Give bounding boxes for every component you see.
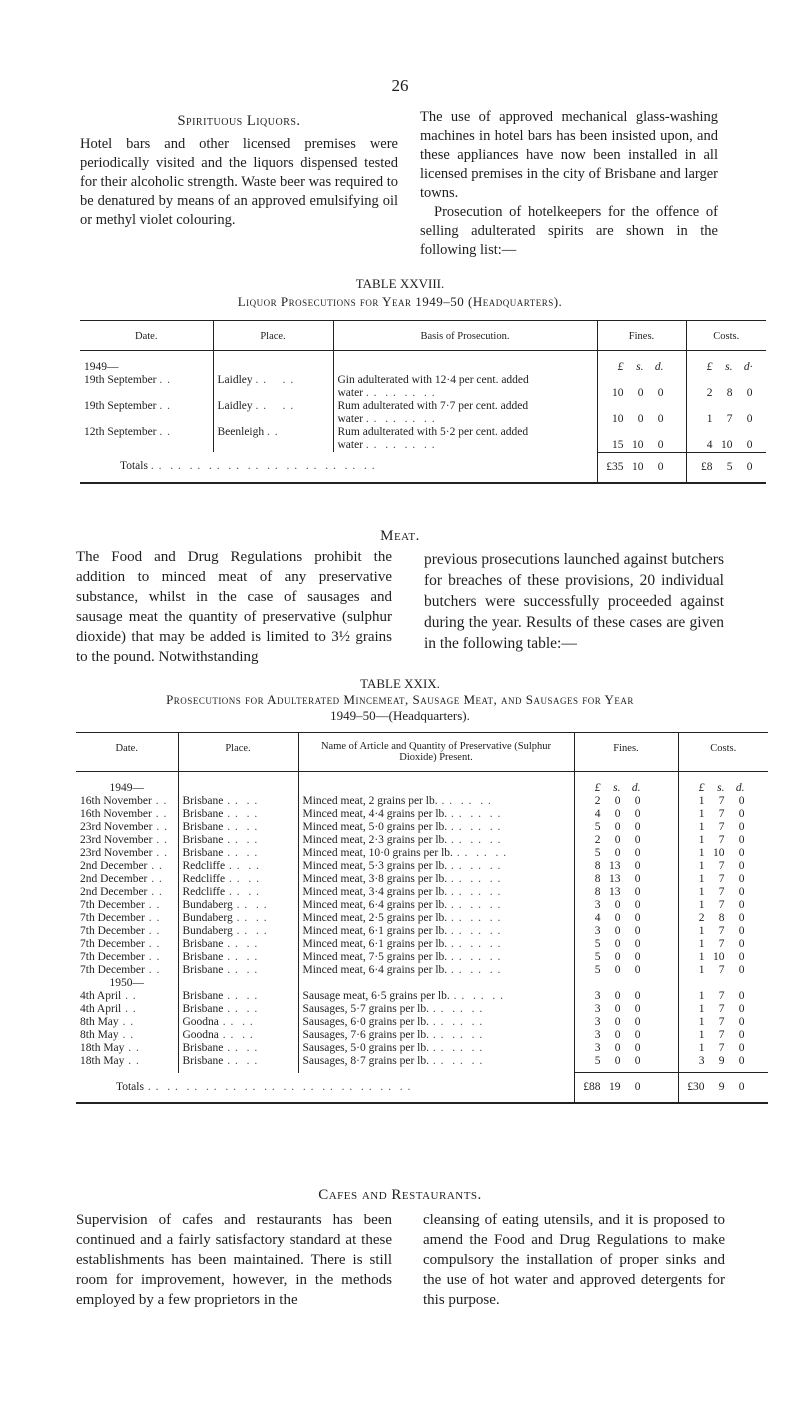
row-date: 23rd November xyxy=(80,847,153,859)
row-cost: 1 7 0 xyxy=(678,990,768,1003)
row-fine: 2 0 0 xyxy=(574,834,678,847)
table-row: 7th December . . Brisbane . . . . Minced meat, 6·1 grains per lb. . . . . . . 5 0 0 1 7 0 xyxy=(76,938,768,951)
row-article: Minced meat, 7·5 grains per lb. xyxy=(302,951,448,963)
row-fine: 5 0 0 xyxy=(574,951,678,964)
row-article: Minced meat, 6·1 grains per lb. xyxy=(302,938,448,950)
row-fine: 2 0 0 xyxy=(574,795,678,808)
cafes-left-column xyxy=(76,1210,392,1310)
row-fine: 3 0 0 xyxy=(574,899,678,912)
row-cost: 2 8 0 xyxy=(678,912,768,925)
row-cost: 1 7 0 xyxy=(678,873,768,886)
cafes-paragraph-left: Supervision of cafes and restaurants has been continued and a fairly satisfactory standard at these establishments has been maintained. There is still room for improvement, however, in the methods employed by a few proprietors in the xyxy=(76,1212,392,1308)
spirits-paragraph-1: Hotel bars and other licensed premises were periodically visited and the liquors dispensed tested for their alcoholic strength. Waste beer was required to be denatured by means of an approved emulsifying oil or methyl violet colouring. xyxy=(80,136,398,228)
table-row: 8th May . . Goodna . . . . Sausages, 7·6 grains per lb. . . . . . . 3 0 0 1 7 0 xyxy=(76,1029,768,1042)
row-fine: 5 0 0 xyxy=(574,1055,678,1073)
row-date: 19th September xyxy=(84,374,157,386)
totals-row: Totals . . . . . . . . . . . . . . . . . . . . . . . . . . . . £88 19 0 £30 9 0 xyxy=(76,1073,768,1104)
col-header-costs: Costs. xyxy=(678,733,768,772)
row-place: Beenleigh xyxy=(217,426,265,438)
table-row: 7th December . . Bundaberg . . . . Minced meat, 6·1 grains per lb. . . . . . . 3 0 0 1 7 0 xyxy=(76,925,768,938)
row-place: Brisbane xyxy=(182,795,224,807)
row-cost: 1 7 0 xyxy=(678,899,768,912)
row-article: Minced meat, 6·1 grains per lb. xyxy=(302,925,448,937)
table-row: 4th April . . Brisbane . . . . Sausage meat, 6·5 grains per lb. . . . . . . 3 0 0 1 7 0 xyxy=(76,990,768,1003)
table-29-title-line-1: Prosecutions for Adulterated Mincemeat, Sausage Meat, and Sausages for Year xyxy=(166,692,634,707)
row-cost: 1 7 0 xyxy=(678,886,768,899)
table-28-label: TABLE XXVIII. xyxy=(355,276,445,291)
table-row xyxy=(80,351,766,375)
row-article: Minced meat, 10·0 grains per lb. xyxy=(302,847,453,859)
row-date: 18th May xyxy=(80,1042,125,1054)
table-29-title-line-2: 1949–50—(Headquarters). xyxy=(330,708,470,723)
row-place: Brisbane xyxy=(182,834,224,846)
row-date: 2nd December xyxy=(80,873,148,885)
row-date: 7th December xyxy=(80,899,145,911)
row-article: Sausages, 7·6 grains per lb. xyxy=(302,1029,429,1041)
table-row: 16th November . . Brisbane . . . . Minced meat, 2 grains per lb. . . . . . . 2 0 0 1 7 0 xyxy=(76,795,768,808)
row-article: Minced meat, 4·4 grains per lb. xyxy=(302,808,448,820)
row-date: 4th April xyxy=(80,990,122,1002)
row-fine: 3 0 0 xyxy=(574,1003,678,1016)
row-article: Minced meat, 2·3 grains per lb. xyxy=(302,834,448,846)
row-fine: 4 0 0 xyxy=(574,808,678,821)
row-article: Minced meat, 5·0 grains per lb. xyxy=(302,821,448,833)
spirits-paragraph-3: Prosecution of hotelkeepers for the offence of selling adulterated spirits are shown in the following list:— xyxy=(420,204,718,258)
row-article: Sausages, 5·0 grains per lb. xyxy=(302,1042,429,1054)
table-row xyxy=(76,977,768,990)
row-cost: 1 7 0 xyxy=(678,860,768,873)
row-fine: 5 0 0 xyxy=(574,964,678,977)
table-row: 19th September . . Laidley . . . . Gin adulterated with 12·4 per cent. added water . . . . . . . . 10 0 0 2 8 0 xyxy=(80,374,766,400)
row-fine: 10 0 0 xyxy=(597,400,686,426)
row-cost: 1 7 0 xyxy=(678,808,768,821)
table-row: 2nd December . . Redcliffe . . . . Minced meat, 3·8 grains per lb. . . . . . . 8 13 0 1 7 0 xyxy=(76,873,768,886)
row-date: 8th May xyxy=(80,1029,119,1041)
cafes-heading: Cafes and Restaurants. xyxy=(318,1187,482,1203)
row-cost: 1 7 0 xyxy=(678,834,768,847)
table-header-row xyxy=(76,733,768,772)
row-fine: 15 10 0 xyxy=(597,426,686,452)
spirits-heading: Spirituous Liquors. xyxy=(177,113,301,129)
total-fines: £88 19 0 xyxy=(574,1073,678,1104)
meat-heading: Meat. xyxy=(380,528,420,544)
row-place: Brisbane xyxy=(182,990,224,1002)
row-article: Sausage meat, 6·5 grains per lb. xyxy=(302,990,450,1002)
row-cost: 3 9 0 xyxy=(678,1055,768,1073)
table-row: 7th December . . Bundaberg . . . . Minced meat, 2·5 grains per lb. . . . . . . 4 0 0 2 8 0 xyxy=(76,912,768,925)
table-row: 7th December . . Bundaberg . . . . Minced meat, 6·4 grains per lb. . . . . . . 3 0 0 1 7 0 xyxy=(76,899,768,912)
col-header-fines: Fines. xyxy=(597,321,686,351)
row-cost: 1 7 0 xyxy=(678,925,768,938)
table-row: 23rd November . . Brisbane . . . . Minced meat, 2·3 grains per lb. . . . . . . 2 0 0 1 7 0 xyxy=(76,834,768,847)
row-date: 8th May xyxy=(80,1016,119,1028)
row-cost: 1 7 0 xyxy=(678,1003,768,1016)
row-place: Brisbane xyxy=(182,847,224,859)
row-cost: 1 10 0 xyxy=(678,951,768,964)
page-number: 26 xyxy=(391,76,409,95)
row-fine: 5 0 0 xyxy=(574,821,678,834)
year-label: 1949— xyxy=(84,361,119,373)
row-article: Minced meat, 2 grains per lb. xyxy=(302,795,438,807)
row-cost: 1 7 0 xyxy=(678,821,768,834)
row-cost: 1 7 0 xyxy=(678,1042,768,1055)
row-date: 23rd November xyxy=(80,821,153,833)
row-date: 7th December xyxy=(80,912,145,924)
row-date: 16th November xyxy=(80,808,152,820)
row-cost: 1 10 0 xyxy=(678,847,768,860)
row-date: 19th September xyxy=(84,400,157,412)
row-place: Brisbane xyxy=(182,1055,224,1067)
row-fine: 5 0 0 xyxy=(574,938,678,951)
row-date: 7th December xyxy=(80,925,145,937)
meat-paragraph-left: The Food and Drug Regulations prohibit the addition to minced meat of any preservative substance, whilst in the case of sausages and sausage meat the quantity of preservative (sulphur dioxide) that may be added is limited to 3½ grains to the pound. Notwithstanding xyxy=(76,549,392,665)
row-place: Redcliffe xyxy=(182,860,226,872)
row-fine: 8 13 0 xyxy=(574,886,678,899)
row-fine: 3 0 0 xyxy=(574,1016,678,1029)
row-cost: 1 7 0 xyxy=(678,1016,768,1029)
row-basis: Rum adulterated with 5·2 per cent. added xyxy=(337,426,529,438)
meat-paragraph-right: previous prosecutions launched against butchers for breaches of these provisions, 20 individual butchers were successfully proceeded against during the year. Results of these cases are given in the following table:— xyxy=(424,551,724,652)
row-place: Brisbane xyxy=(182,938,224,950)
unit-header-fines: £ s. d. xyxy=(574,772,678,796)
row-place: Laidley xyxy=(217,400,253,412)
row-fine: 3 0 0 xyxy=(574,990,678,1003)
row-place: Brisbane xyxy=(182,964,224,976)
cafes-paragraph-right: cleansing of eating utensils, and it is proposed to amend the Food and Drug Regulations to make compulsory the installation of proper sinks and the use of hot water and approved detergents for this purpose. xyxy=(423,1212,725,1308)
table-row: 7th December . . Brisbane . . . . Minced meat, 6·4 grains per lb. . . . . . . 5 0 0 1 7 0 xyxy=(76,964,768,977)
total-costs: £30 9 0 xyxy=(678,1073,768,1104)
row-place: Brisbane xyxy=(182,1003,224,1015)
table-28 xyxy=(80,320,766,484)
row-date: 7th December xyxy=(80,938,145,950)
row-place: Brisbane xyxy=(182,1042,224,1054)
unit-header-fines: £ s. d. xyxy=(597,351,686,375)
row-place: Goodna xyxy=(182,1029,219,1041)
table-28-title: Liquor Prosecutions for Year 1949–50 (Headquarters). xyxy=(237,294,563,309)
unit-header-costs: £ s. d· xyxy=(686,351,766,375)
row-cost: 4 10 0 xyxy=(686,426,766,452)
row-date: 23rd November xyxy=(80,834,153,846)
totals-row: Totals . . . . . . . . . . . . . . . . . . . . . . . . £35 10 0 £8 5 0 xyxy=(80,452,766,483)
row-cost: 2 8 0 xyxy=(686,374,766,400)
row-place: Brisbane xyxy=(182,808,224,820)
row-article: Sausages, 6·0 grains per lb. xyxy=(302,1016,429,1028)
col-header-costs: Costs. xyxy=(686,321,766,351)
year-label: 1950— xyxy=(109,977,144,989)
unit-header-costs: £ s. d. xyxy=(678,772,768,796)
row-cost: 1 7 0 xyxy=(686,400,766,426)
spirits-left-column xyxy=(80,112,398,230)
totals-label: Totals xyxy=(116,1080,144,1093)
row-fine: 3 0 0 xyxy=(574,1042,678,1055)
table-row: 7th December . . Brisbane . . . . Minced meat, 7·5 grains per lb. . . . . . . 5 0 0 1 10 0 xyxy=(76,951,768,964)
row-basis: Gin adulterated with 12·4 per cent. added xyxy=(337,374,529,386)
row-place: Goodna xyxy=(182,1016,219,1028)
table-row xyxy=(76,772,768,796)
row-article: Minced meat, 6·4 grains per lb. xyxy=(302,964,448,976)
table-header-row xyxy=(80,321,766,351)
col-header-basis: Basis of Prosecution. xyxy=(333,321,597,351)
table-row: 12th September . . Beenleigh . . Rum adulterated with 5·2 per cent. added water . . . . . . . . 15 10 0 4 10 0 xyxy=(80,426,766,452)
meat-right-column xyxy=(424,549,724,654)
col-header-place: Place. xyxy=(213,321,333,351)
row-fine: 3 0 0 xyxy=(574,1029,678,1042)
total-fines: £35 10 0 xyxy=(597,452,686,483)
row-fine: 10 0 0 xyxy=(597,374,686,400)
table-row: 8th May . . Goodna . . . . Sausages, 6·0 grains per lb. . . . . . . 3 0 0 1 7 0 xyxy=(76,1016,768,1029)
table-row: 2nd December . . Redcliffe . . . . Minced meat, 5·3 grains per lb. . . . . . . 8 13 0 1 7 0 xyxy=(76,860,768,873)
row-fine: 3 0 0 xyxy=(574,925,678,938)
table-row: 2nd December . . Redcliffe . . . . Minced meat, 3·4 grains per lb. . . . . . . 8 13 0 1 7 0 xyxy=(76,886,768,899)
row-fine: 4 0 0 xyxy=(574,912,678,925)
row-date: 7th December xyxy=(80,951,145,963)
col-header-place: Place. xyxy=(178,733,298,772)
row-place: Brisbane xyxy=(182,951,224,963)
row-cost: 1 7 0 xyxy=(678,964,768,977)
row-date: 16th November xyxy=(80,795,152,807)
row-cost: 1 7 0 xyxy=(678,1029,768,1042)
row-article: Sausages, 5·7 grains per lb. xyxy=(302,1003,429,1015)
row-basis: Rum adulterated with 7·7 per cent. added xyxy=(337,400,529,412)
row-place: Redcliffe xyxy=(182,873,226,885)
table-row: 23rd November . . Brisbane . . . . Minced meat, 5·0 grains per lb. . . . . . . 5 0 0 1 7 0 xyxy=(76,821,768,834)
col-header-fines: Fines. xyxy=(574,733,678,772)
row-place: Bundaberg xyxy=(182,925,233,937)
table-row: 4th April . . Brisbane . . . . Sausages, 5·7 grains per lb. . . . . . . 3 0 0 1 7 0 xyxy=(76,1003,768,1016)
col-header-article: Name of Article and Quantity of Preservative (Sulphur Dioxide) Present. xyxy=(298,733,574,772)
table-row: 23rd November . . Brisbane . . . . Minced meat, 10·0 grains per lb. . . . . . . 5 0 0 1 10 0 xyxy=(76,847,768,860)
totals-label: Totals xyxy=(120,460,148,472)
col-header-date: Date. xyxy=(80,321,213,351)
row-cost: 1 7 0 xyxy=(678,938,768,951)
cafes-right-column xyxy=(423,1210,725,1310)
row-place: Laidley xyxy=(217,374,253,386)
table-row: 18th May . . Brisbane . . . . Sausages, 8·7 grains per lb. . . . . . . 5 0 0 3 9 0 xyxy=(76,1055,768,1073)
row-article: Minced meat, 3·8 grains per lb. xyxy=(302,873,448,885)
row-date: 4th April xyxy=(80,1003,122,1015)
row-article: Minced meat, 5·3 grains per lb. xyxy=(302,860,448,872)
row-date: 18th May xyxy=(80,1055,125,1067)
col-header-date: Date. xyxy=(76,733,178,772)
row-article: Minced meat, 3·4 grains per lb. xyxy=(302,886,448,898)
row-date: 2nd December xyxy=(80,860,148,872)
row-date: 7th December xyxy=(80,964,145,976)
table-row: 18th May . . Brisbane . . . . Sausages, 5·0 grains per lb. . . . . . . 3 0 0 1 7 0 xyxy=(76,1042,768,1055)
row-place: Bundaberg xyxy=(182,899,233,911)
meat-left-column xyxy=(76,547,392,667)
table-row: 19th September . . Laidley . . . . Rum adulterated with 7·7 per cent. added water . . . . . . . . 10 0 0 1 7 0 xyxy=(80,400,766,426)
row-place: Redcliffe xyxy=(182,886,226,898)
table-row: 16th November . . Brisbane . . . . Minced meat, 4·4 grains per lb. . . . . . . 4 0 0 1 7 0 xyxy=(76,808,768,821)
table-29 xyxy=(76,732,768,1104)
row-date: 2nd December xyxy=(80,886,148,898)
total-costs: £8 5 0 xyxy=(686,452,766,483)
spirits-right-column xyxy=(420,108,718,260)
row-fine: 8 13 0 xyxy=(574,860,678,873)
row-article: Sausages, 8·7 grains per lb. xyxy=(302,1055,429,1067)
row-fine: 5 0 0 xyxy=(574,847,678,860)
row-date: 12th September xyxy=(84,426,157,438)
row-article: Minced meat, 6·4 grains per lb. xyxy=(302,899,448,911)
row-fine: 8 13 0 xyxy=(574,873,678,886)
row-article: Minced meat, 2·5 grains per lb. xyxy=(302,912,448,924)
row-cost: 1 7 0 xyxy=(678,795,768,808)
row-place: Bundaberg xyxy=(182,912,233,924)
row-place: Brisbane xyxy=(182,821,224,833)
spirits-paragraph-2: The use of approved mechanical glass-washing machines in hotel bars has been insisted upon, and these appliances have now been installed in all licensed premises in the city of Brisbane and larger towns. xyxy=(420,109,718,201)
year-label: 1949— xyxy=(109,782,144,794)
table-29-label: TABLE XXIX. xyxy=(360,676,440,691)
